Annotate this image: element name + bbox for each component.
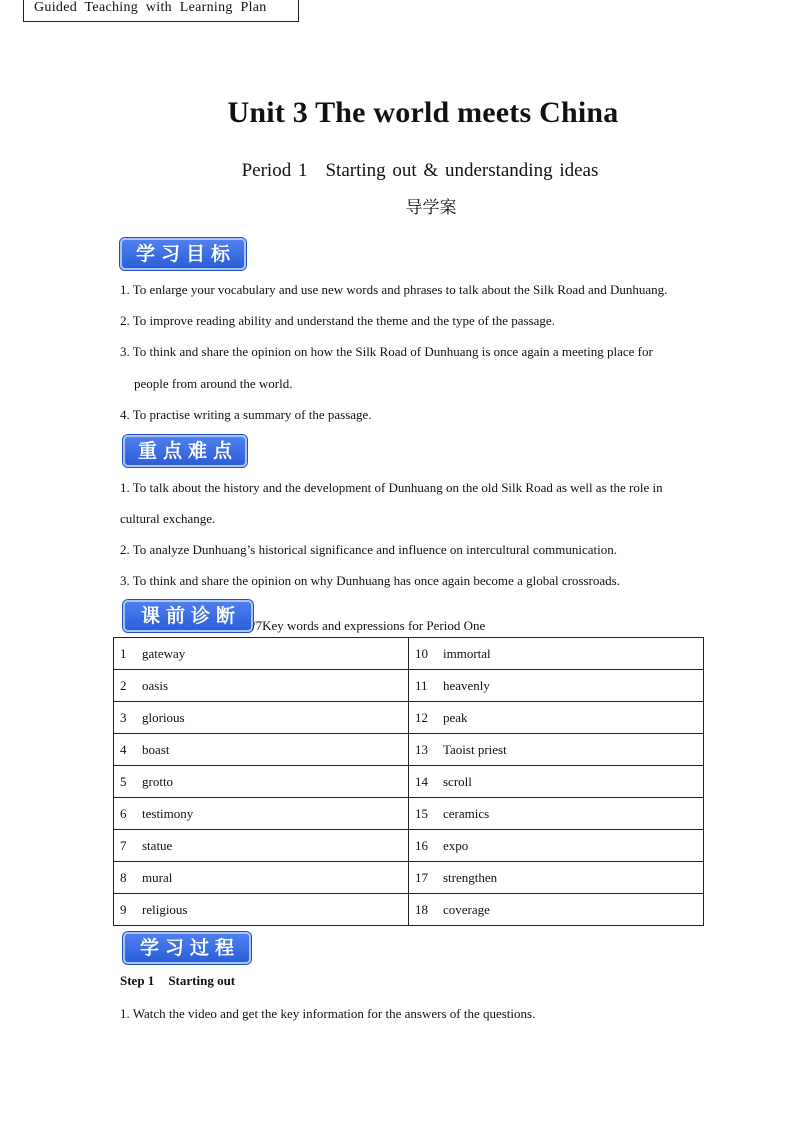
vocab-word: coverage xyxy=(443,901,490,917)
step-title: Starting out xyxy=(168,973,236,988)
table-cell xyxy=(114,830,409,862)
word-number: 5 xyxy=(120,773,127,789)
preview-badge: 课前诊断 xyxy=(123,600,253,632)
table-row xyxy=(114,638,704,670)
table-cell xyxy=(114,638,409,670)
table-cell xyxy=(114,734,409,766)
word-number: 7 xyxy=(120,837,127,853)
vocab-word: gateway xyxy=(142,645,186,661)
vocab-word: oasis xyxy=(142,677,168,693)
objectives-badge: 学习目标 xyxy=(120,238,246,270)
table-row xyxy=(114,734,704,766)
process-badge: 学习过程 xyxy=(123,932,251,964)
word-number: 8 xyxy=(120,869,127,885)
process-item-1: 1. Watch the video and get the key information for the answers of the questions. xyxy=(120,1006,536,1021)
table-cell xyxy=(409,862,704,894)
table-cell xyxy=(114,670,409,702)
step-label: Step 1 xyxy=(120,973,155,988)
word-number: 15 xyxy=(415,805,428,821)
word-number: 17 xyxy=(415,869,428,885)
word-number: 12 xyxy=(415,709,428,725)
vocab-word: boast xyxy=(142,741,170,757)
word-number: 2 xyxy=(120,677,127,693)
word-number: 16 xyxy=(415,837,428,853)
vocab-word: religious xyxy=(142,901,188,917)
period-label: Period 1 xyxy=(241,160,308,181)
key-points-badge: 重点难点 xyxy=(123,435,247,467)
page-subtitle xyxy=(0,160,794,182)
table-row xyxy=(114,702,704,734)
word-number: 4 xyxy=(120,741,127,757)
table-cell xyxy=(114,862,409,894)
table-cell xyxy=(409,798,704,830)
table-row xyxy=(114,830,704,862)
vocab-word: scroll xyxy=(443,773,472,789)
vocab-word: heavenly xyxy=(443,677,490,693)
word-number: 6 xyxy=(120,805,127,821)
table-cell xyxy=(114,702,409,734)
table-cell xyxy=(409,734,704,766)
word-number: 3 xyxy=(120,709,127,725)
objective-item-3: 3. To think and share the opinion on how the Silk Road of Dunhuang is once again a meeting place for xyxy=(120,344,653,359)
word-number: 1 xyxy=(120,645,127,661)
header-label-box: Guided Teaching with Learning Plan xyxy=(23,0,299,22)
table-row xyxy=(114,798,704,830)
table-row xyxy=(114,766,704,798)
table-cell xyxy=(409,766,704,798)
objective-item-2: 2. To improve reading ability and understand the theme and the type of the passage. xyxy=(120,313,555,328)
page-title: Unit 3 The world meets China xyxy=(227,96,619,129)
word-number: 10 xyxy=(415,645,428,661)
vocab-word: immortal xyxy=(443,645,491,661)
table-row xyxy=(114,670,704,702)
vocab-word: Taoist priest xyxy=(443,741,507,757)
word-number: 9 xyxy=(120,901,127,917)
vocab-word: statue xyxy=(142,837,173,853)
vocab-word: ceramics xyxy=(443,805,490,821)
period-topic: Starting out & understanding ideas xyxy=(325,160,599,181)
table-cell xyxy=(409,830,704,862)
table-cell xyxy=(409,894,704,926)
step-heading xyxy=(120,973,235,989)
objective-item-1: 1. To enlarge your vocabulary and use new words and phrases to talk about the Silk Road and Dunhuang. xyxy=(120,282,668,297)
key-point-item-3: 3. To think and share the opinion on why Dunhuang has once again become a global crossroads. xyxy=(120,573,620,588)
vocab-word: grotto xyxy=(142,773,174,789)
table-cell xyxy=(114,798,409,830)
table-row xyxy=(114,894,704,926)
table-cell xyxy=(409,670,704,702)
objective-item-4: 4. To practise writing a summary of the passage. xyxy=(120,407,372,422)
vocab-word: expo xyxy=(443,837,469,853)
table-row xyxy=(114,862,704,894)
table-cell xyxy=(409,638,704,670)
key-point-item-1-continued: cultural exchange. xyxy=(120,511,216,526)
key-point-item-2: 2. To analyze Dunhuang’s historical significance and influence on intercultural communication. xyxy=(120,542,618,557)
word-number: 13 xyxy=(415,741,428,757)
table-cell xyxy=(114,894,409,926)
vocab-table xyxy=(113,637,704,926)
word-number: 11 xyxy=(415,677,428,693)
vocab-word: strengthen xyxy=(443,869,498,885)
word-number: 14 xyxy=(415,773,428,789)
key-point-item-1: 1. To talk about the history and the development of Dunhuang on the old Silk Road as well as the role in xyxy=(120,480,663,495)
objective-item-3-continued: people from around the world. xyxy=(134,376,293,391)
table-cell xyxy=(409,702,704,734)
table-cell xyxy=(114,766,409,798)
word-number: 18 xyxy=(415,901,428,917)
guided-plan-label: 导学案 xyxy=(405,198,457,218)
vocab-word: peak xyxy=(443,709,468,725)
vocab-word: testimony xyxy=(142,805,194,821)
vocab-word: glorious xyxy=(142,709,185,725)
vocab-word: mural xyxy=(142,869,173,885)
vocab-table-caption: /7Key words and expressions for Period One xyxy=(252,618,486,633)
